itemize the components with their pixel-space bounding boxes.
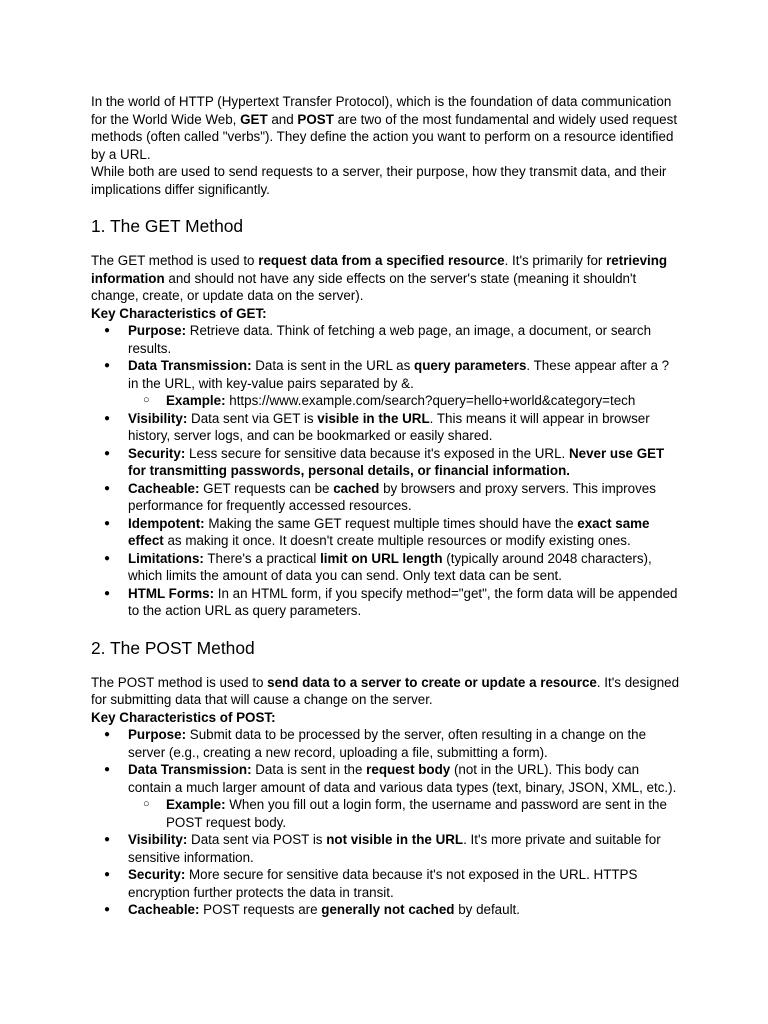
bold-text: GET: [240, 111, 268, 127]
get-key-characteristics-heading: [91, 305, 683, 323]
section-heading-post: 2. The POST Method: [91, 637, 255, 658]
get-intro-paragraph: The GET method is used to request data from a specified resource. It's primarily for retrieving information and should not have any side effects on the server's state (meaning it shouldn't change, create, or update data on the server).: [91, 253, 668, 303]
bold-text: request body: [366, 762, 451, 777]
sub-list: [128, 796, 683, 831]
bold-text: Limitations:: [128, 550, 204, 566]
post-characteristics-list: [91, 726, 683, 919]
list-item: ● Purpose: Retrieve data. Think of fetching a web page, an image, a document, or search results.: [91, 322, 683, 357]
list-item: ● Security: More secure for sensitive data because it's not exposed in the URL. HTTPS encryption further protects the data in transit.: [91, 866, 683, 901]
get-characteristics-list: [91, 322, 683, 620]
sub-list: [128, 392, 683, 410]
bold-text: Visibility:: [128, 410, 188, 426]
bold-text: HTML Forms:: [128, 585, 215, 601]
bold-text: Visibility:: [128, 832, 188, 847]
spacer: [91, 620, 683, 637]
list-item: ● Limitations: There's a practical limit on URL length (typically around 2048 characters), which limits the amount of data you can send. Only text data can be sent.: [91, 550, 683, 585]
post-key-label: Key Characteristics of POST:: [91, 709, 276, 725]
list-item: ● Cacheable: GET requests can be cached by browsers and proxy servers. This improves performance for frequently accessed resources.: [91, 480, 683, 515]
bold-text: request data from a specified resource: [258, 253, 505, 268]
bold-text: Data Transmission:: [128, 762, 252, 777]
bold-text: Cacheable:: [128, 902, 200, 917]
sub-list-item: ○ Example: When you fill out a login form, the username and password are sent in the POST request body.: [91, 796, 683, 831]
spacer: [91, 198, 683, 215]
list-item: ● Visibility: Data sent via GET is visible in the URL. This means it will appear in browser history, server logs, and can be bookmarked or easily shared.: [91, 410, 683, 445]
bold-text: exact same effect: [128, 515, 650, 548]
bold-text: Purpose:: [128, 727, 187, 742]
sub-list-item: ○ Example: https://www.example.com/search?query=hello+world&category=tech: [91, 392, 683, 410]
bold-text: query parameters: [414, 358, 527, 373]
list-item: ● Visibility: Data sent via POST is not visible in the URL. It's more private and suitable for sensitive information.: [91, 831, 683, 866]
list-item: ● Idempotent: Making the same GET request multiple times should have the exact same effect as making it once. It doesn't create multiple resources or modify existing ones.: [91, 515, 683, 550]
bold-text: limit on URL length: [320, 550, 443, 566]
bold-text: Data Transmission:: [128, 358, 252, 373]
bold-text: send data to a server to create or update a resource: [267, 674, 597, 690]
list-item: ● Security: Less secure for sensitive data because it's exposed in the URL. Never use GET for transmitting passwords, personal details, or financial information.: [91, 445, 683, 480]
bold-text: Purpose:: [128, 323, 187, 338]
bold-text: Example:: [166, 797, 226, 812]
get-key-label: Key Characteristics of GET:: [91, 305, 267, 321]
post-intro-paragraph: The POST method is used to send data to a server to create or update a resource. It's designed for submitting data that will cause a change on the server.: [91, 674, 680, 707]
bold-text: Cacheable:: [128, 480, 200, 496]
bold-text: retrieving information: [91, 253, 668, 286]
list-item: ● HTML Forms: In an HTML form, if you specify method="get", the form data will be appended to the action URL as query parameters.: [91, 585, 683, 620]
list-item: ● Cacheable: POST requests are generally not cached by default.: [91, 901, 683, 919]
list-item: ● Purpose: Submit data to be processed by the server, often resulting in a change on the server (e.g., creating a new record, uploading a file, submitting a form).: [91, 726, 683, 761]
spacer: [91, 237, 683, 252]
bold-text: POST: [297, 111, 334, 127]
bold-text: cached: [333, 480, 380, 496]
bold-text: Never use GET for transmitting passwords, personal details, or financial information.: [128, 445, 665, 478]
bold-text: Security:: [128, 445, 186, 461]
bold-text: Security:: [128, 867, 186, 882]
bold-text: visible in the URL: [317, 410, 430, 426]
bold-text: Example:: [166, 393, 226, 408]
bold-text: Idempotent:: [128, 515, 205, 531]
list-item: ● Data Transmission: Data is sent in the request body (not in the URL). This body can contain a much larger amount of data and various data types (text, binary, JSON, XML, etc.). ○ Example: When you fill out a login form, the username and password are sent in the POST request body.: [91, 761, 683, 831]
intro-paragraph: In the world of HTTP (Hypertext Transfer Protocol), which is the foundation of data communication for the World Wide Web, GET and POST are two of the most fundamental and widely used request methods (often called "verbs"). They define the action you want to perform on a resource identified by a URL.: [91, 94, 678, 162]
intro-paragraph: While both are used to send requests to a server, their purpose, how they transmit data, and their implications differ significantly.: [91, 164, 667, 197]
document-body: [91, 93, 683, 919]
post-key-characteristics-heading: [91, 709, 683, 727]
section-heading-get: 1. The GET Method: [91, 216, 244, 236]
bold-text: not visible in the URL: [326, 832, 464, 847]
list-item: ● Data Transmission: Data is sent in the URL as query parameters. These appear after a ? in the URL, with key-value pairs separated by &. ○ Example: https://www.example.com/search?query=hello+world&category=tech: [91, 357, 683, 410]
spacer: [91, 659, 683, 674]
bold-text: generally not cached: [321, 902, 455, 917]
